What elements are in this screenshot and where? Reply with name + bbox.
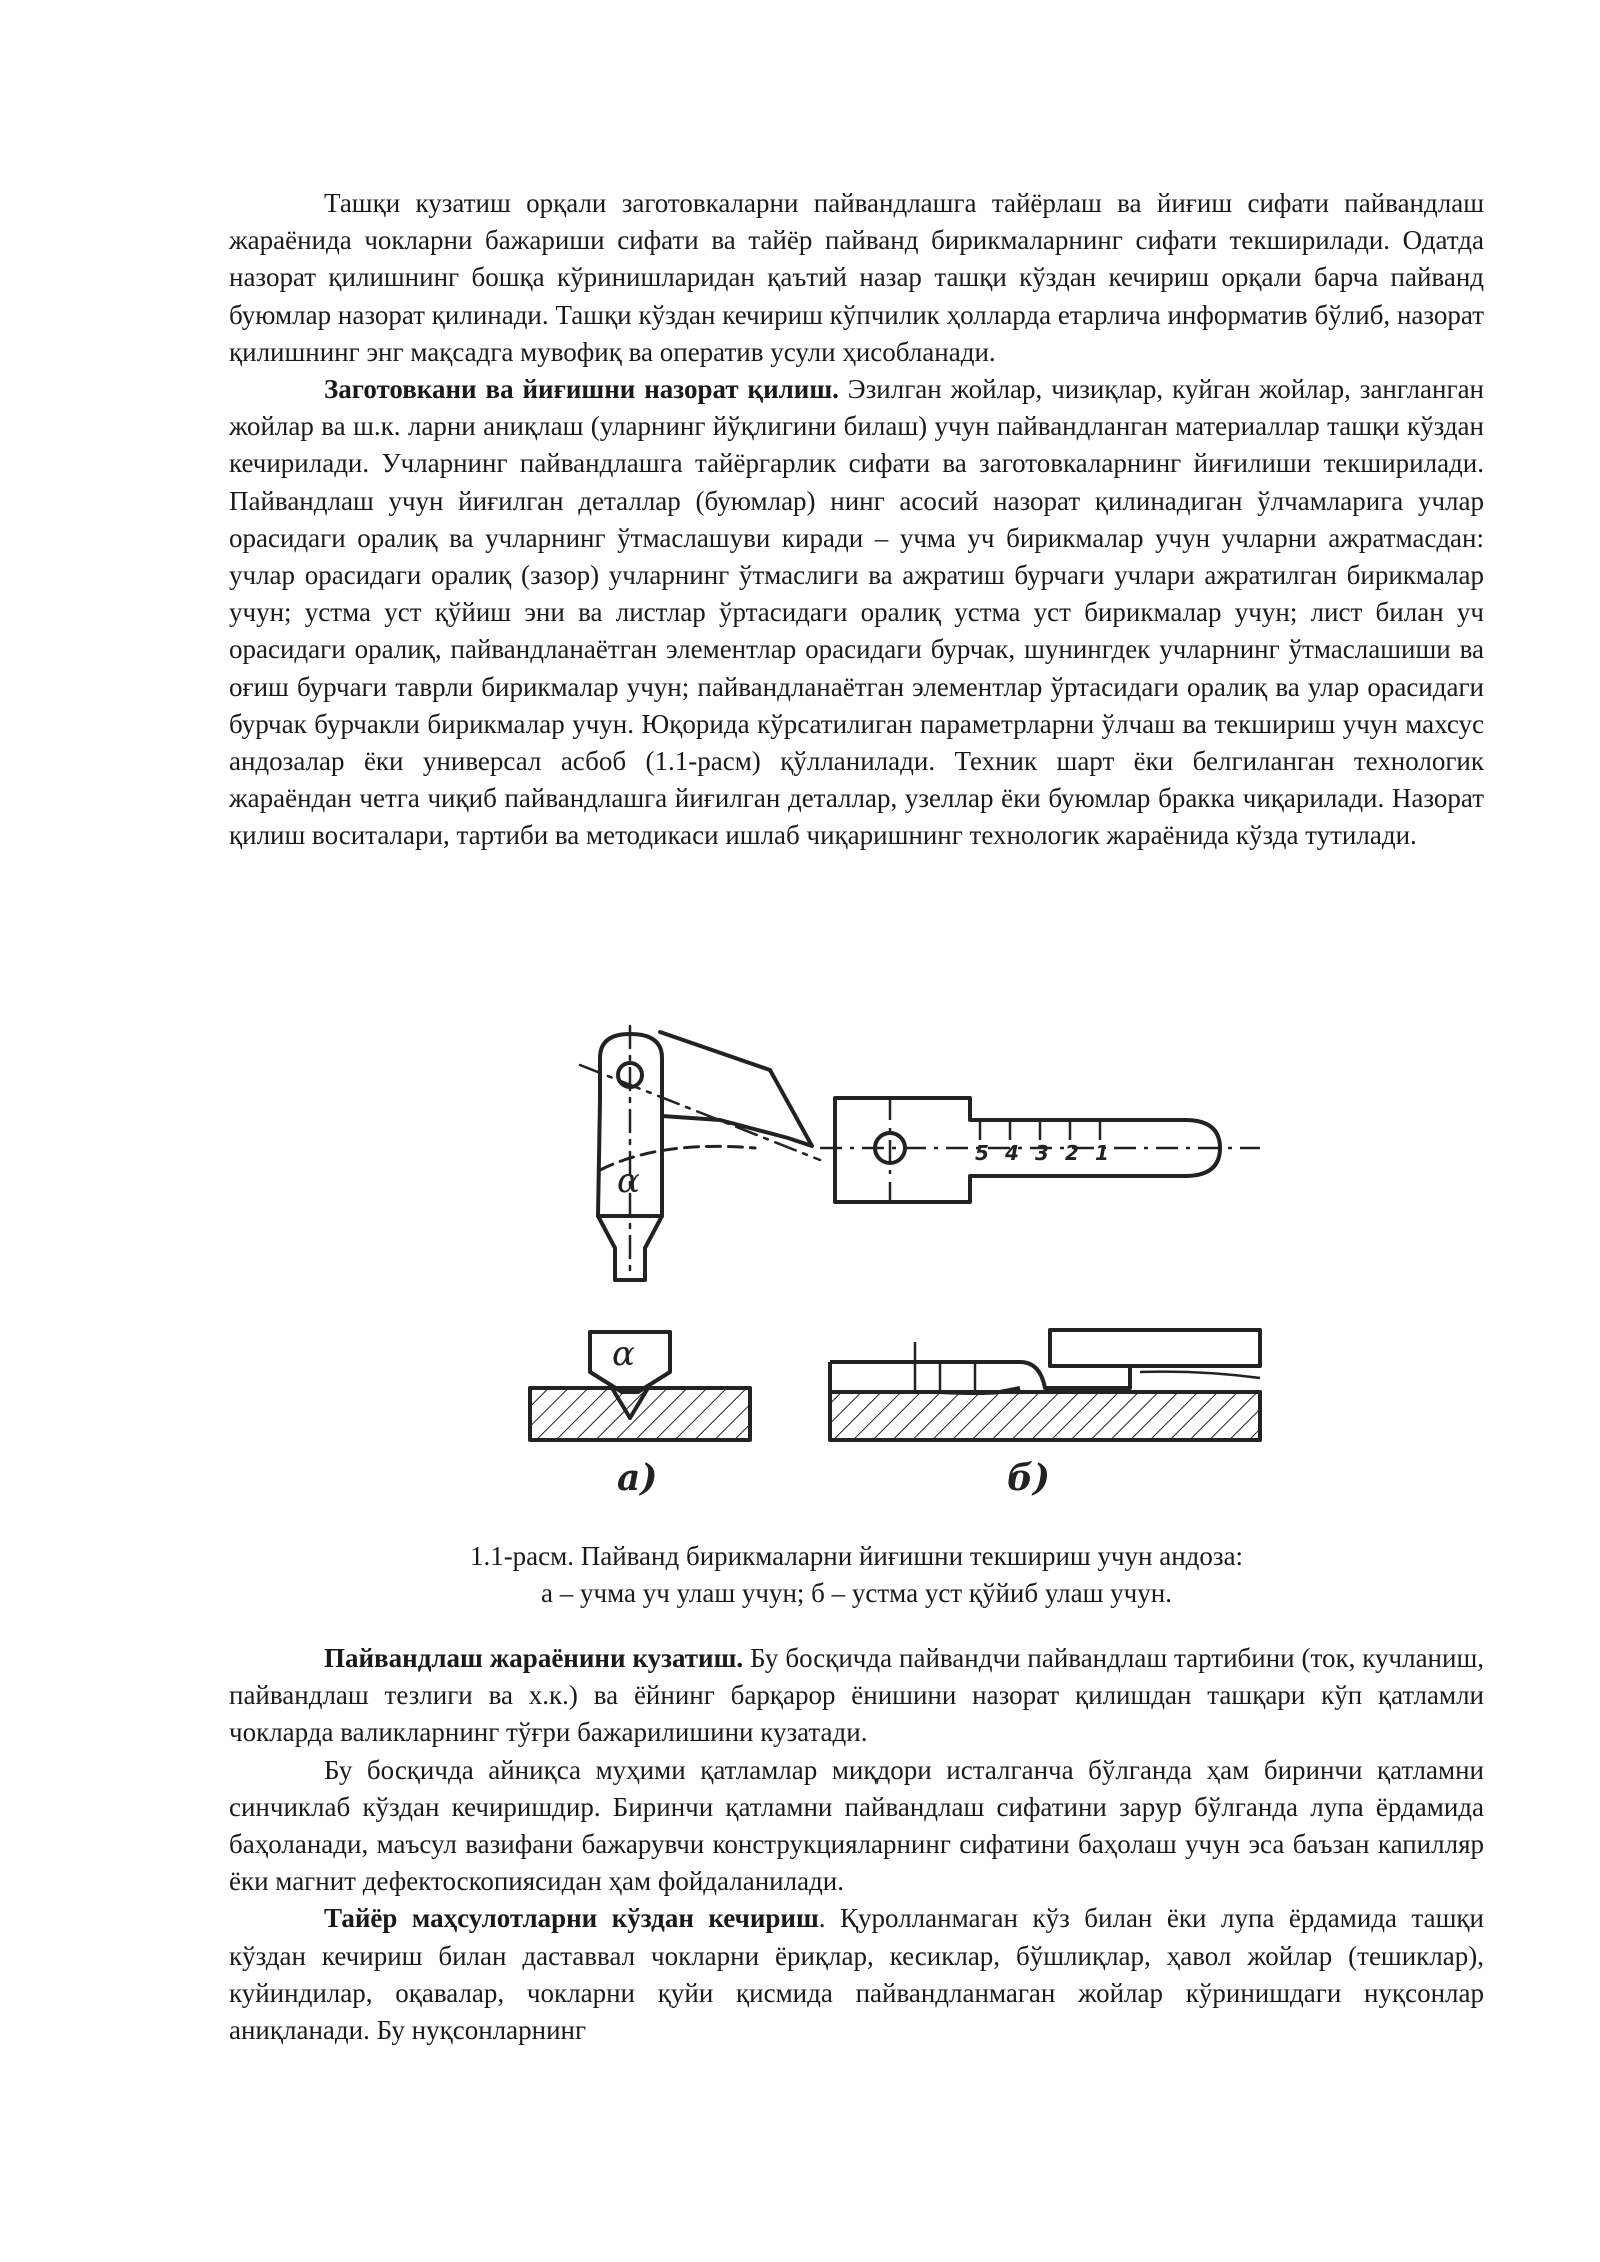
paragraph-welding-process bbox=[229, 1640, 1484, 1752]
top-text bbox=[229, 185, 1484, 855]
scale-tick-1: 1 bbox=[1095, 1141, 1109, 1165]
label-a: а) bbox=[617, 1457, 658, 1499]
paragraph-finished-products bbox=[229, 1900, 1484, 2049]
scale-tick-4: 4 bbox=[1005, 1141, 1019, 1165]
scale-tick-2: 2 bbox=[1065, 1141, 1079, 1165]
paragraph-blank-inspection bbox=[229, 371, 1484, 855]
paragraph-welding-process-body: Бу босқичда пайвандчи пайвандлаш тартибини (ток, кучланиш, пайвандлаш тезлиги ва х.к.) ва ёйнинг барқарор ёнишини назорат қилишдан ташқари кўп қатламли чокларда валикларнинг тўғри бажарилишини кузатади. bbox=[229, 1643, 1484, 1748]
paragraph-intro: Ташқи кузатиш орқали заготовкаларни пайвандлашга тайёрлаш ва йиғиш сифати пайвандлаш жараёнида чокларни бажариши сифати ва тайёр пайванд бирикмаларнинг сифати текширилади. Одатда назорат қилишнинг бошқа кўринишларидан қаътий назар ташқи кўздан кечириш орқали барча пайванд буюмлар назорат қилинади. Ташқи кўздан кечириш кўпчилик ҳолларда етарлича информатив бўлиб, назорат қилишнинг энг мақсадга мувофиқ ва оператив усули ҳисобланади. bbox=[229, 188, 1484, 367]
alpha-label-bottom: α bbox=[612, 1334, 635, 1374]
gauge-drawing bbox=[520, 1020, 1280, 1520]
caption-line-2: а – учма уч улаш учун; б – устма уст қўйиб улаш учун. bbox=[541, 1578, 1172, 1609]
gauge-b-section bbox=[830, 1330, 1260, 1440]
heading-finished-products: Тайёр маҳсулотларни кўздан кечириш bbox=[324, 1903, 819, 1934]
bottom-text bbox=[229, 1640, 1484, 2049]
label-b: б) bbox=[1007, 1457, 1051, 1499]
caption-line-1: 1.1-расм. Пайванд бирикмаларни йиғишни текшириш учун андоза: bbox=[469, 1541, 1244, 1571]
alpha-label-top: α bbox=[617, 1161, 640, 1201]
scale-tick-3: 3 bbox=[1035, 1141, 1049, 1165]
heading-welding-process: Пайвандлаш жараёнини кузатиш. bbox=[324, 1643, 744, 1673]
paragraph-finished-products-body: . Қуролланмаган кўз билан ёки лупа ёрдамида ташқи кўздан кечириш билан даставвал чокларни ёриқлар, кесиклар, бўшлиқлар, ҳавол жойлар (тешиклар), куйиндилар, оқавалар, чокларни қуйи қисмида пайвандланмаган жойлар кўринишдаги нуқсонлар аниқланади. Бу нуқсонларнинг bbox=[229, 1903, 1484, 2046]
paragraph-blank-inspection-body: Эзилган жойлар, чизиқлар, куйган жойлар, зангланган жойлар ва ш.к. ларни аниқлаш (уларнинг йўқлигини билаш) учун пайвандланган материаллар ташқи кўздан кечирилади. Учларнинг пайвандлашга тайёргарлик сифати ва заготовкаларнинг йиғилиши текширилади. Пайвандлаш учун йиғилган деталлар (буюмлар) нинг асосий назорат қилинадиган ўлчамларига учлар орасидаги оралиқ ва учларнинг ўтмаслашуви киради – учма уч бирикмалар учун учларни ажратмасдан: учлар орасидаги оралиқ (зазор) учларнинг ўтмаслиги ва ажратиш бурчаги учлари ажратилган бирикмалар учун; устма уст қўйиш эни ва листлар ўртасидаги оралиқ устма уст бирикмалар учун; лист билан уч орасидаги оралиқ, пайвандланаётган элементлар орасидаги бурчак, шунингдек учларнинг ўтмаслашиши ва оғиш бурчаги таврли бирикмалар учун; пайвандланаётган элементлар ўртасидаги оралиқ ва улар орасидаги бурчак бурчакли бирикмалар учун. Юқорида кўрсатилиган параметрларни ўлчаш ва текшириш учун махсус андозалар ёки универсал асбоб (1.1-расм) қўлланилади. Техник шарт ёки белгиланган технологик жараёндан четга чиқиб пайвандлашга йиғилган деталлар, узеллар ёки буюмлар бракка чиқарилади. Назорат қилиш воситалари, тартиби ва методикаси ишлаб чиқаришнинг технологик жараёнида кўзда тутилади. bbox=[229, 374, 1484, 851]
gauge-a-top-view bbox=[580, 1026, 820, 1280]
figure-caption bbox=[229, 1538, 1484, 1612]
figure-1-1 bbox=[520, 1020, 1280, 1520]
paragraph-first-layer: Бу босқичда айниқса муҳими қатламлар миқдори исталганча бўлганда ҳам биринчи қатламни синчиклаб кўздан кечиришдир. Биринчи қатламни пайвандлаш сифатини зарур бўлганда лупа ёрдамида баҳоланади, маъсул вазифани бажарувчи конструкцияларнинг сифатини баҳолаш учун эса баъзан капилляр ёки магнит дефектоскопиясидан ҳам фойдаланилади. bbox=[229, 1754, 1484, 1897]
scale-tick-5: 5 bbox=[975, 1141, 989, 1165]
heading-blank-inspection: Заготовкани ва йиғишни назорат қилиш. bbox=[324, 374, 839, 405]
gauge-a-section bbox=[530, 1332, 750, 1440]
